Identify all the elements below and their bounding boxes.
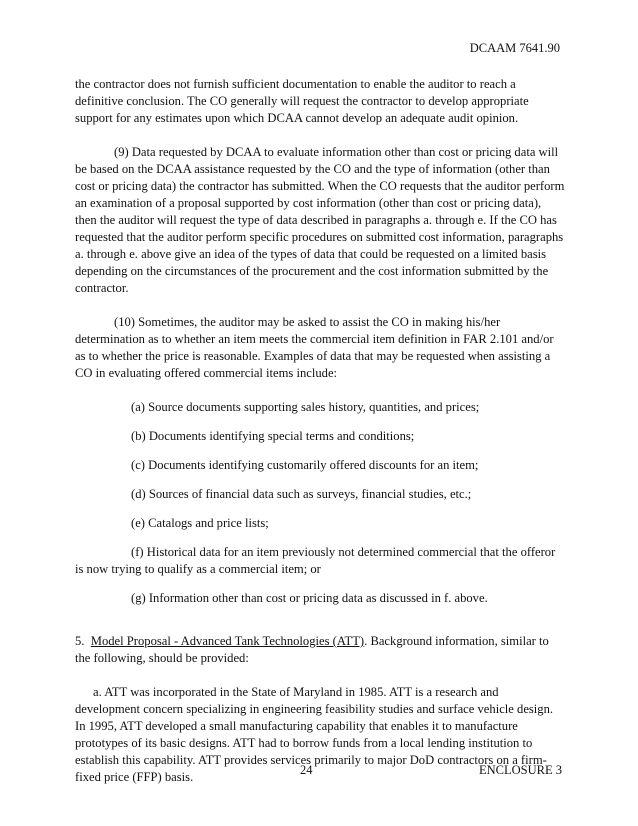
list-item: (d) Sources of financial data such as surveys, financial studies, etc.; — [131, 487, 472, 501]
paragraph-10: (10) Sometimes, the auditor may be asked to assist the CO in making his/her determination as to whether an item meets the commercial item definition in FAR 2.101 and/or as to whether the price is reasonable. Examples of data that may be requested when assisting a CO in evaluating offered commercial items include: — [75, 315, 554, 380]
paragraph-9: (9) Data requested by DCAA to evaluate information other than cost or pricing data will be based on the DCAA assistance requested by the CO and the type of information (other than cost or pricing data) the contractor has submitted. When the CO requests that the auditor perform an examination of a proposal supported by cost information (other than cost or pricing data), then the auditor will request the type of data described in paragraphs a. through e. If the CO has requested that the auditor perform specific procedures on submitted cost information, paragraphs a. through e. above give an idea of the types of data that could be requested on a limited basis depending on the circumstances of the procurement and the cost information submitted by the contractor. — [75, 145, 565, 295]
list-item: (c) Documents identifying customarily offered discounts for an item; — [131, 458, 479, 472]
document-id: DCAAM 7641.90 — [469, 41, 560, 55]
list-item: (f) Historical data for an item previously not determined commercial that the offeror is now trying to qualify as a commercial item; or — [75, 545, 556, 576]
enclosure-label: ENCLOSURE 3 — [479, 763, 562, 777]
section-title: Model Proposal - Advanced Tank Technologies (ATT) — [90, 634, 365, 648]
paragraph-a: a. ATT was incorporated in the State of Maryland in 1985. ATT is a research and development concern specializing in engineering feasibility studies and surface vehicle design. In 1995, ATT developed a small manufacturing capability that enables it to manufacture prototypes of its basic designs. ATT had to borrow funds from a local lending institution to establish this capability. ATT provides services primarily to major DoD contractors on a firm-fixed price (FFP) basis. — [75, 685, 554, 784]
section-5-heading — [75, 633, 565, 667]
section-number: 5. — [75, 634, 85, 648]
list-item: (b) Documents identifying special terms and conditions; — [131, 429, 415, 443]
commercial-data-list — [75, 399, 565, 607]
list-item: (a) Source documents supporting sales history, quantities, and prices; — [131, 400, 480, 414]
list-item: (e) Catalogs and price lists; — [131, 516, 269, 530]
intro-paragraph: the contractor does not furnish sufficient documentation to enable the auditor to reach a definitive conclusion. The CO generally will request the contractor to develop appropriate support for any estimates upon which DCAA cannot develop an adequate audit opinion. — [75, 77, 529, 125]
page-body — [75, 76, 565, 786]
section-intro: . Background information, similar to the following, should be provided: — [75, 634, 549, 665]
page-number: 24 — [300, 763, 313, 777]
list-item: (g) Information other than cost or pricing data as discussed in f. above. — [131, 591, 488, 605]
